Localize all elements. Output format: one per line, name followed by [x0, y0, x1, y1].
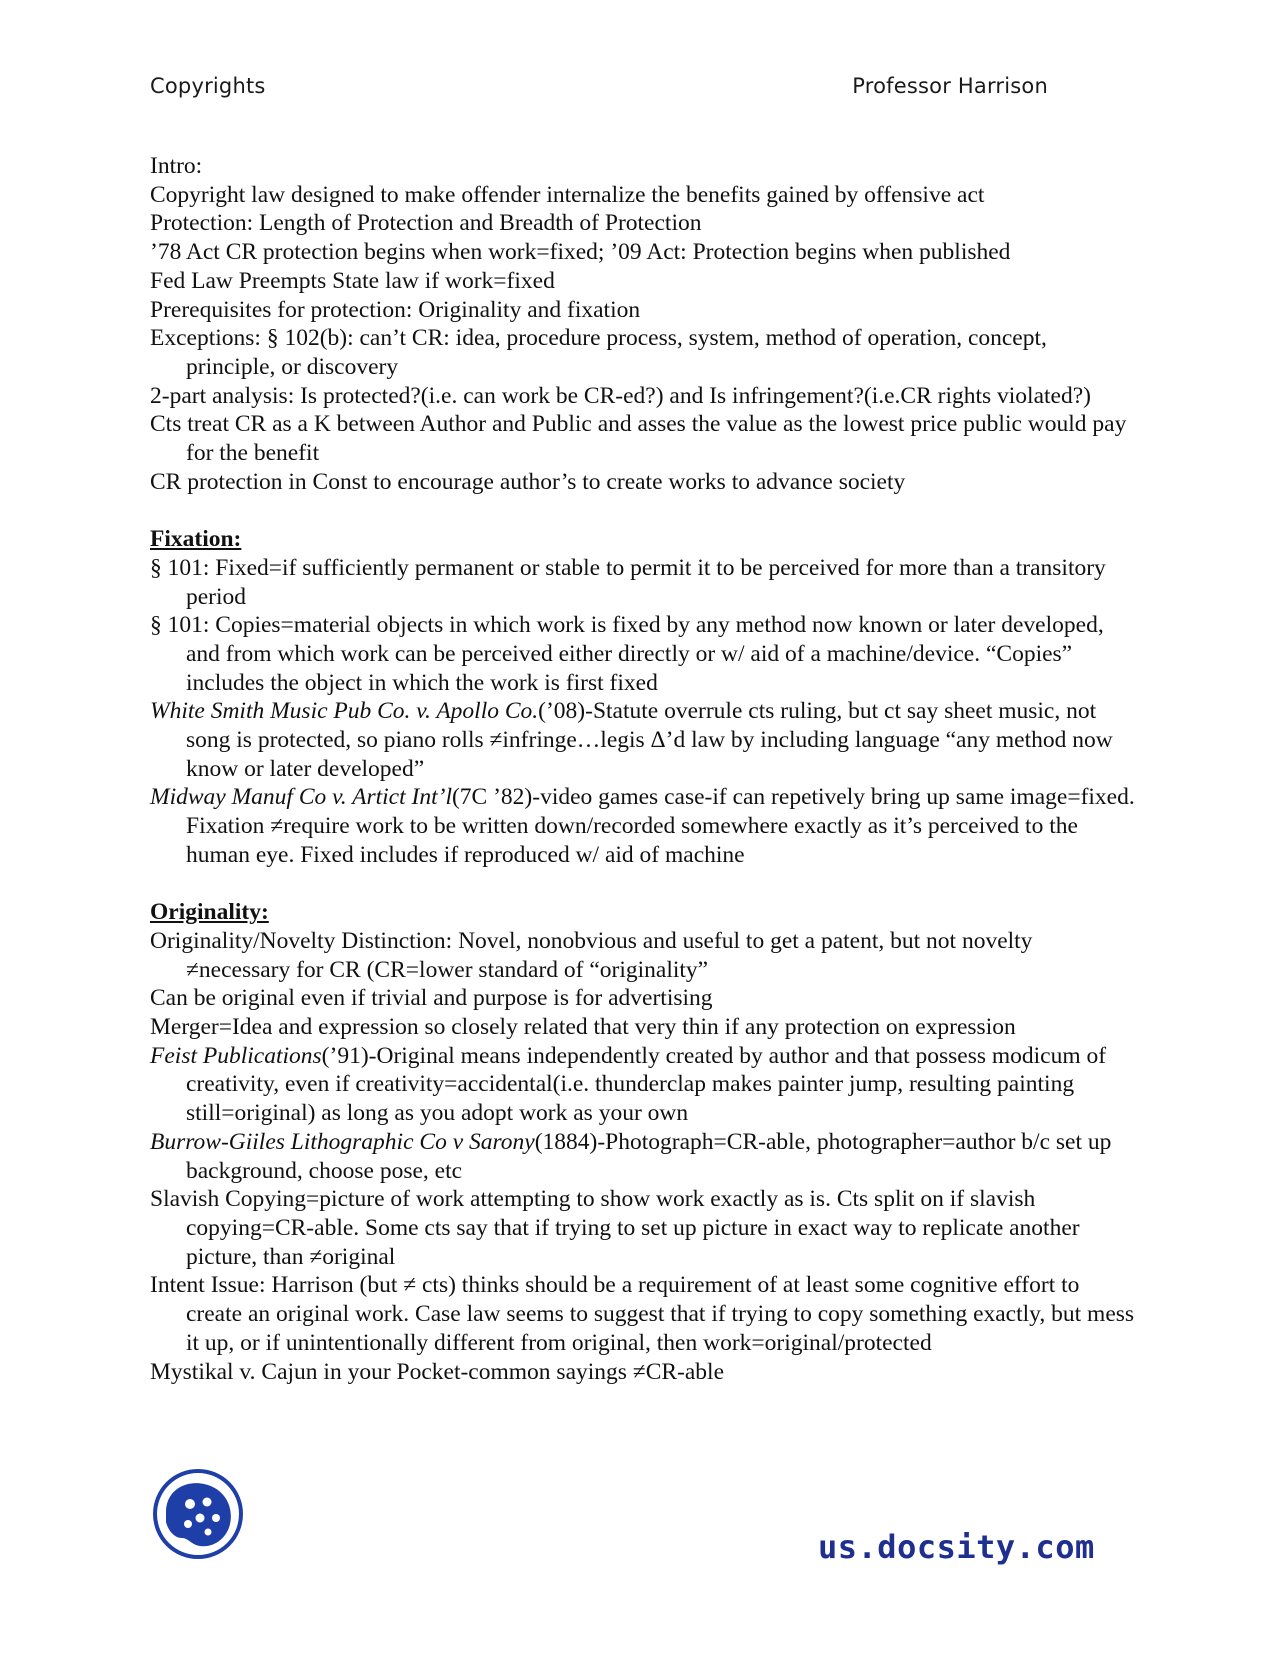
originality-item: [150, 1013, 1140, 1042]
course-title: Copyrights: [150, 74, 266, 98]
originality-text: Originality/Novelty Distinction: Novel, nonobvious and useful to get a patent, but not novelty ≠necessary for CR (CR=lower standard of “originality”: [150, 927, 1033, 983]
intro-item: Copyright law designed to make offender internalize the benefits gained by offensive act: [150, 181, 985, 208]
originality-item: [150, 927, 1140, 984]
fixation-item: [150, 554, 1140, 611]
originality-text: Intent Issue: Harrison (but ≠ cts) thinks should be a requirement of at least some cognitive effort to create an original work. Case law seems to suggest that if trying to copy something exactly, but mess it up, or if unintentionally different from original, then work=original/protected: [150, 1272, 1135, 1356]
intro-item: 2-part analysis: Is protected?(i.e. can work be CR-ed?) and Is infringement?(i.e.CR rights violated?): [150, 382, 1091, 409]
originality-item: [150, 1042, 1140, 1128]
originality-item: [150, 1271, 1140, 1357]
fixation-item: [150, 697, 1140, 783]
fixation-heading: Fixation:: [150, 526, 242, 553]
fixation-text: § 101: Copies=material objects in which work is fixed by any method now known or later developed, and from which work can be perceived either directly or w/ aid of a machine/device. “Copies” includes the object in which the work is first fixed: [150, 612, 1104, 696]
intro-item: CR protection in Const to encourage author’s to create works to advance society: [150, 468, 906, 495]
fixation-text: (’08)-Statute overrule cts ruling, but ct say sheet music, not song is protected, so piano rolls ≠infringe…legis Δ’d law by including language “any method now know or later developed”: [186, 698, 1113, 782]
case-name: Burrow-Giiles Lithographic Co v Sarony: [150, 1128, 535, 1155]
notes-body: [150, 152, 1140, 1386]
docsity-logo-icon[interactable]: [152, 1468, 244, 1560]
originality-item: [150, 1128, 1140, 1185]
intro-heading: Intro:: [150, 153, 203, 179]
intro-item: Protection: Length of Protection and Breadth of Protection: [150, 210, 702, 237]
professor-name: Professor Harrison: [852, 74, 1048, 98]
fixation-text: (7C ’82)-video games case-if can repetively bring up same image=fixed. Fixation ≠require work to be written down/recorded somewhere exactly as it’s perceived to the human eye. Fixed includes if reproduced w/ aid of machine: [186, 784, 1135, 868]
docsity-logo-graphic: [152, 1468, 244, 1560]
originality-text: Can be original even if trivial and purpose is for advertising: [150, 985, 713, 1012]
page-header: [150, 74, 1048, 98]
originality-text: (’91)-Original means independently created by author and that possess modicum of creativity, even if creativity=accidental(i.e. thunderclap makes painter jump, resulting painting still=original) as long as you adopt work as your own: [186, 1042, 1107, 1127]
fixation-item: [150, 783, 1140, 869]
intro-item: Cts treat CR as a K between Author and Public and asses the value as the lowest price public would pay for the benefit: [150, 411, 1127, 467]
originality-text: Merger=Idea and expression so closely related that very thin if any protection on expression: [150, 1014, 1016, 1041]
originality-item: [150, 1358, 1140, 1387]
case-name: Midway Manuf Co v. Artict Int’l: [150, 784, 452, 811]
originality-heading: Originality:: [150, 899, 269, 926]
intro-item: Prerequisites for protection: Originality and fixation: [150, 296, 641, 323]
originality-text: (1884)-Photograph=CR-able, photographer=author b/c set up background, choose pose, etc: [186, 1128, 1112, 1184]
originality-item: [150, 984, 1140, 1013]
originality-item: [150, 1185, 1140, 1271]
originality-text: Slavish Copying=picture of work attempting to show work exactly as is. Cts split on if slavish copying=CR-able. Some cts say that if trying to set up picture in exact way to replicate another picture, than ≠original: [150, 1186, 1080, 1270]
fixation-text: § 101: Fixed=if sufficiently permanent or stable to permit it to be perceived for more than a transitory period: [150, 554, 1106, 610]
intro-item: ’78 Act CR protection begins when work=fixed; ’09 Act: Protection begins when published: [150, 239, 1011, 266]
case-name: White Smith Music Pub Co. v. Apollo Co.: [150, 698, 539, 725]
case-name: Feist Publications: [150, 1042, 322, 1069]
intro-item: Fed Law Preempts State law if work=fixed: [150, 267, 555, 294]
docsity-brand-link[interactable]: us.docsity.com: [818, 1528, 1095, 1566]
originality-text: Mystikal v. Cajun in your Pocket-common sayings ≠CR-able: [150, 1358, 725, 1385]
fixation-item: [150, 611, 1140, 697]
intro-item: Exceptions: § 102(b): can’t CR: idea, procedure process, system, method of operation, concept, principle, or discovery: [150, 325, 1047, 380]
